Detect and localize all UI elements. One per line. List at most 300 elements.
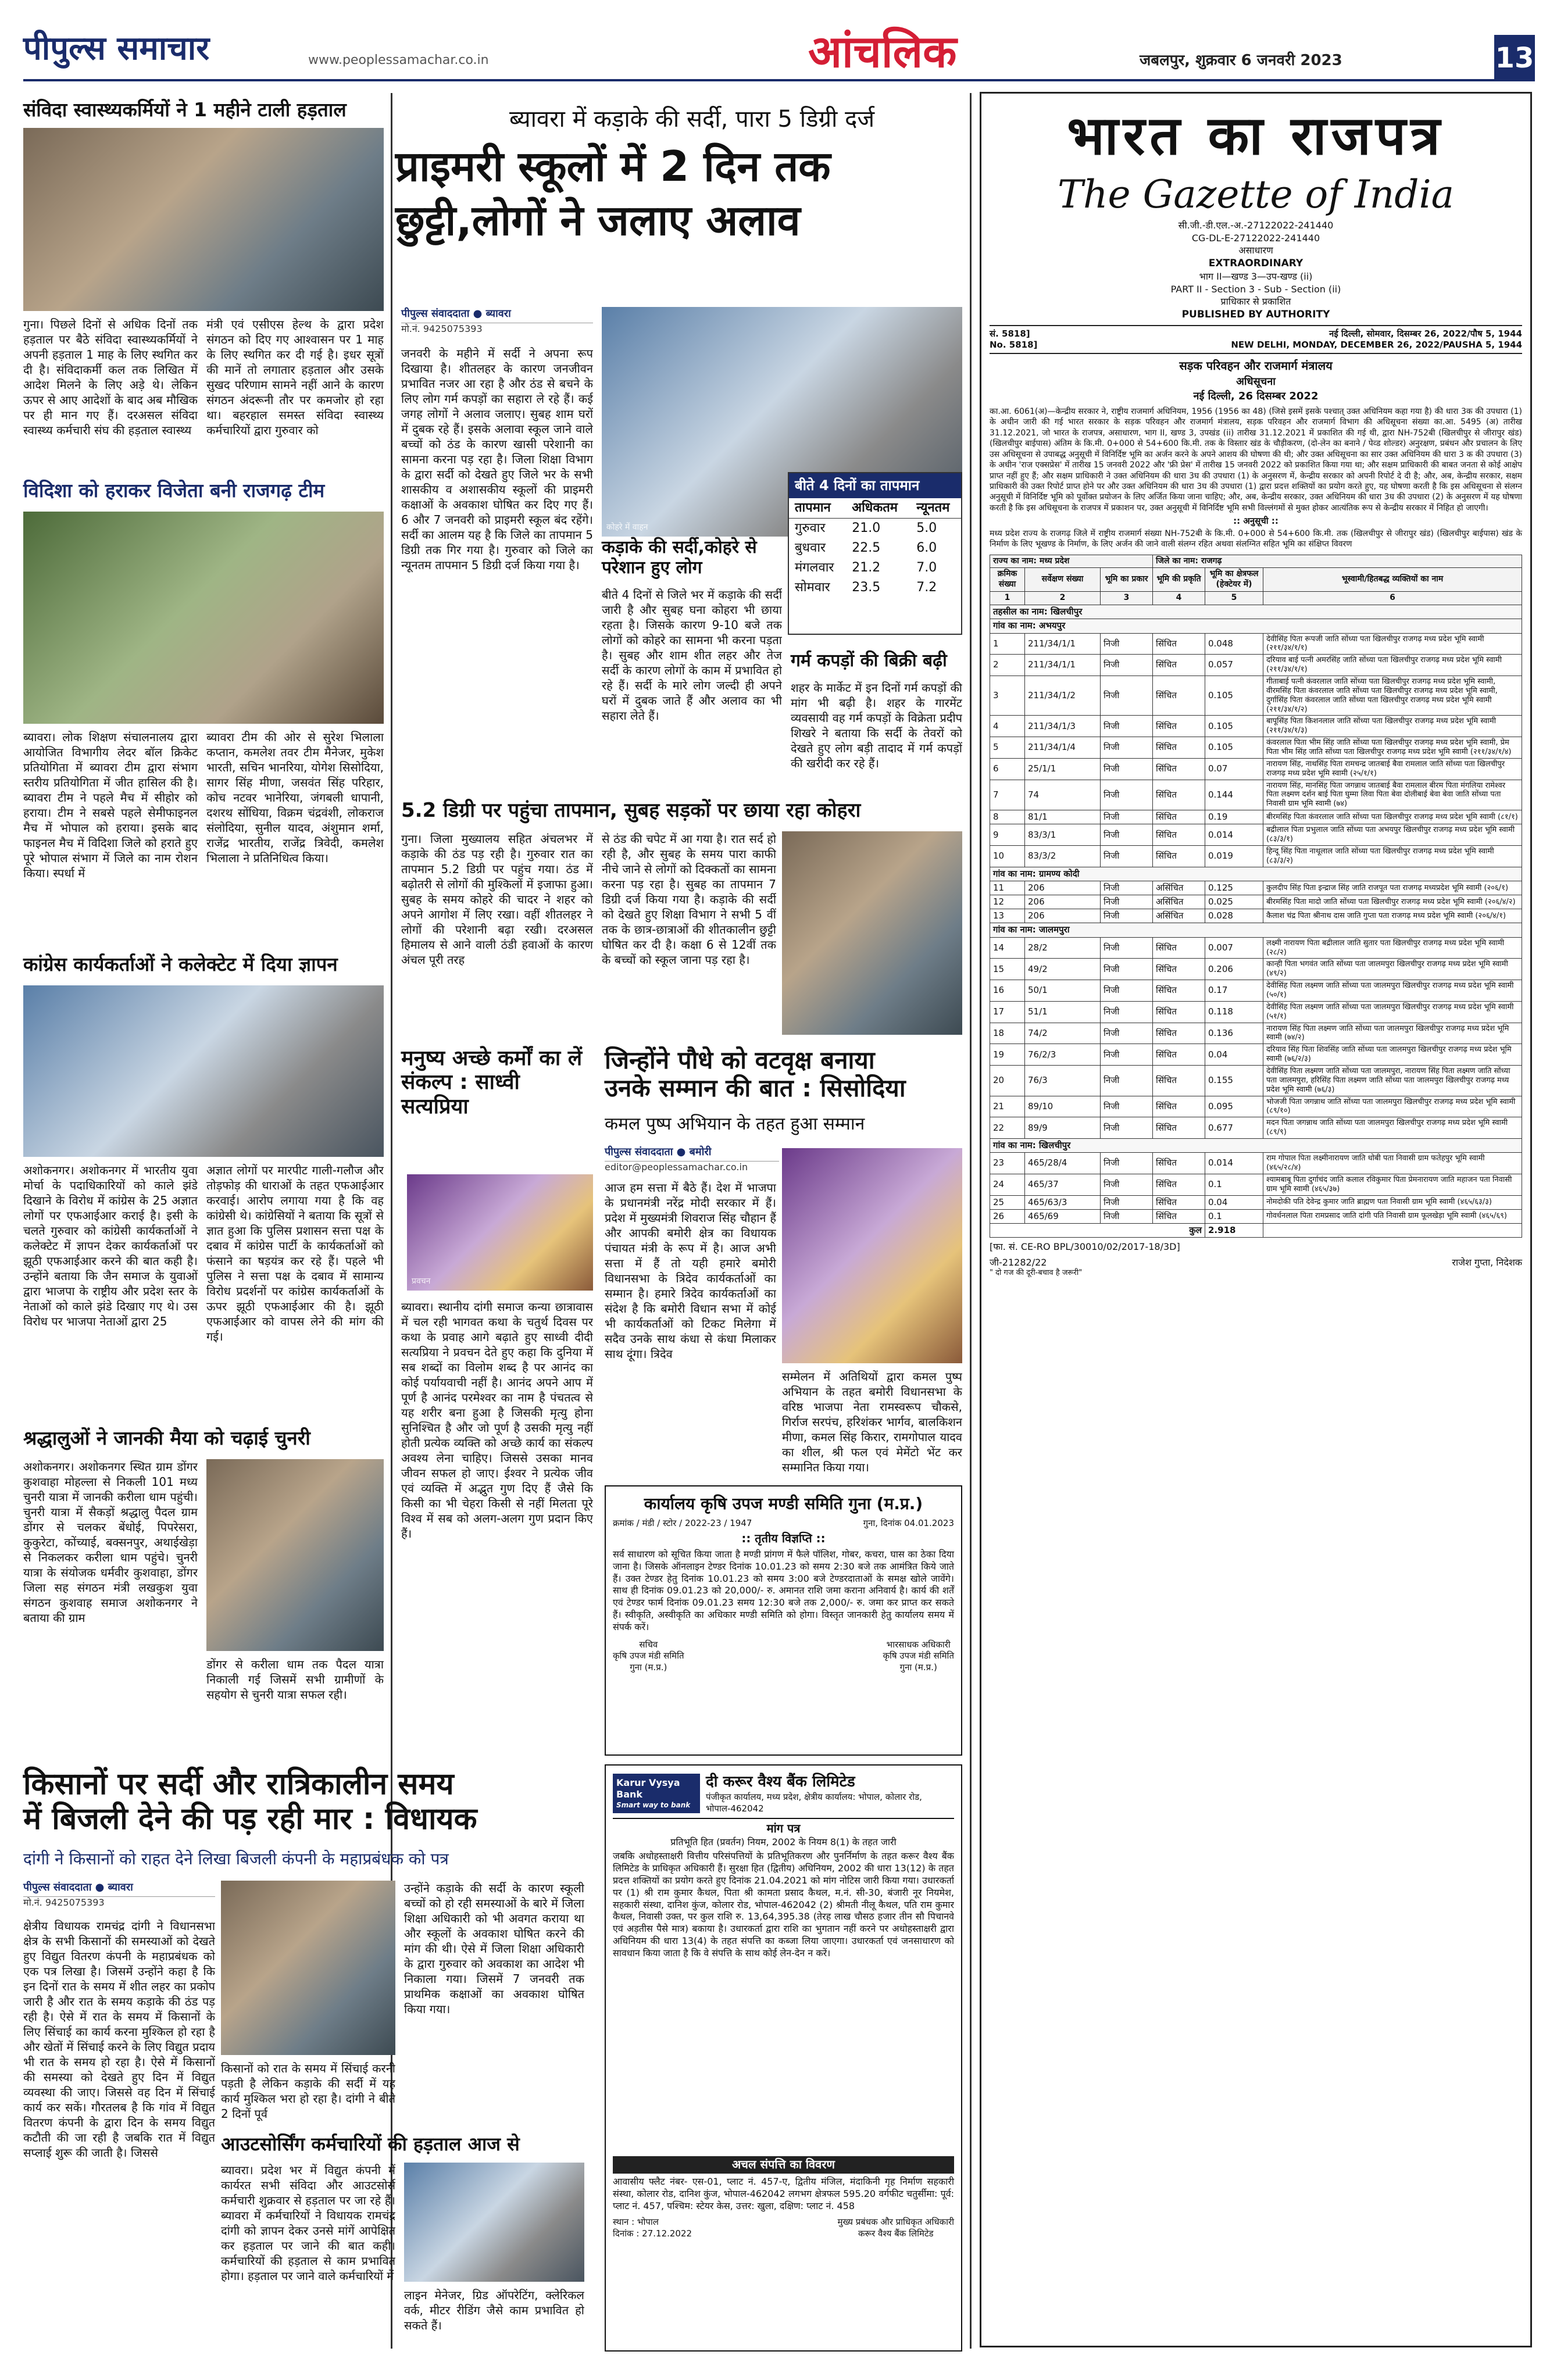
headline: विदिशा को हराकर विजेता बनी राजगढ़ टीम [23,479,325,502]
table-cell: 0.095 [1205,1096,1263,1117]
notification-label: अधिसूचना [1236,375,1276,388]
temperature-cell: 7.2 [916,580,937,595]
headline: मनुष्य अच्छे कर्मों का लें संकल्प : साध्वी सत्यप्रिया [401,1046,583,1118]
lead-headline [395,142,965,245]
table-cell: निजी [1101,824,1153,846]
table-cell: देवीसिंह पिता लक्ष्मण जाति सोंध्या पता जालमपुरा खिलचीपुर राजगढ़ मध्य प्रदेश भूमि स्वामी (५१/१) [1263,1001,1522,1023]
column-divider [970,93,972,2349]
table-cell: मदन पिता जगन्नाथ जाति सोंध्या पता जालमपुरा खिलचीपुर राजगढ़ मध्य प्रदेश भूमि स्वामी (८९/९) [1263,1117,1522,1139]
table-cell: 23 [990,1153,1025,1174]
tehsil-label: तहसील का नाम: खिलचीपुर [990,605,1522,619]
temperature-cell: 23.5 [852,580,881,595]
table-cell: 206 [1025,881,1101,895]
table-cell: 206 [1025,909,1101,923]
photo-bonfire [782,831,962,1035]
temperature-cell: 22.5 [852,541,881,556]
table-cell: 0.014 [1205,1153,1263,1174]
notification-date: नई दिल्ली, 26 दिसम्बर 2022 [1193,389,1319,402]
headline: श्रद्धालुओं ने जानकी मैया को चढ़ाई चुनरी [23,1427,310,1449]
table-cell: 0.125 [1205,881,1263,895]
table-cell: गोवर्धनलाल पिता रामप्रसाद जाति दांगी पति निवासी ग्राम फूलखेड़ा भूमि स्वामी (४६५/६९) [1263,1209,1522,1223]
table-row [990,716,1522,737]
headline-line2: में बिजली देने की पड़ रही मार : विधायक [23,1801,477,1836]
table-row [990,1096,1522,1117]
temperature-cell: गुरुवार [795,520,826,535]
table-row [990,1117,1522,1139]
table-cell: 15 [990,959,1025,980]
temperature-cell: 7.0 [916,560,937,576]
table-cell: 51/1 [1025,1001,1101,1023]
table-cell: कान्ही पिता भगवंत जाति सोंध्या पता जालमपुरा खिलचीपुर राजगढ़ मध्य प्रदेश भूमि स्वामी (४९/२) [1263,959,1522,980]
article-body: बीते 4 दिनों से जिले भर में कड़ाके की सर्दी जारी है और सुबह घना कोहरा भी छाया रहता है। जिसके कारण 9-10 बजे तक लोगों को कोहरे का सामना भी करना पड़ता है। सुबह और शाम शीत लहर और तेज सर्दी के कारण लोगों के काम में प्रभावित हो रहे हैं। सर्दी के मारे लोग जल्दी ही अपने घरों में दुबक जाते हैं और अलाव का भी सहारा लेते हैं। [602,588,782,723]
table-cell: राम गोपाल पिता लक्ष्मीनारायण जाति धोबी पता निवासी ग्राम फतेहपुर भूमि स्वामी (४६५/२८/४) [1263,1153,1522,1174]
table-cell: 17 [990,1001,1025,1023]
table-cell: 83/3/2 [1025,846,1101,867]
property-head: अचल संपत्ति का विवरण [613,2156,954,2174]
temperature-data [789,498,961,598]
sub-headline: दांगी ने किसानों को राहत देने लिखा बिजली कंपनी के महाप्रबंधक को पत्र [23,1849,449,1868]
article-body: लाइन मेनेजर, ग्रिड ऑपरेटिंग, क्लेरिकल वर्क, मीटर रीडिंग जैसे काम प्रभावित हो सकते हैं। [404,2288,584,2332]
temperature-cell: 21.0 [852,520,881,535]
bank-logo [613,1774,700,1813]
photo-chunri-yatra [206,1459,384,1651]
village-label: गांव का नाम: ग्रामण्य कोदी [990,867,1522,881]
article-body: डोंगर से करीला धाम तक पैदल यात्रा निकाली गई जिसमें सभी ग्रामीणों के सहयोग से चुनरी यात्रा सफल रही। [206,1657,384,1702]
table-cell: 211/34/1/1 [1025,633,1101,655]
gazette-notice [980,92,1532,2347]
table-cell: निजी [1101,676,1153,715]
table-cell: 0.105 [1205,737,1263,759]
table-cell: श्यामबाबू पिता दुर्गाचंद जाति कलाल रविकुमार पिता प्रेमनारायण जाति महाजन पता निवासी ग्राम भूमि स्वामी (४६५/३७) [1263,1174,1522,1195]
table-cell: 11 [990,881,1025,895]
table-cell: बद्रीलाल पिता प्रभुलाल जाति सोंध्या पता अभयपुर खिलचीपुर राजगढ़ मध्य प्रदेश भूमि स्वामी (८३/३/१) [1263,824,1522,846]
table-cell: सिंचित [1153,1065,1205,1096]
article-body: शहर के मार्केट में इन दिनों गर्म कपड़ों की मांग भी बढ़ी है। शहर के गारमेंट व्यवसायी वह गर्म कपड़ों के विक्रेता प्रदीप शिखरे ने बताया कि सर्दी के तेवरों को देखते हुए लोग बड़ी तादाद में गर्म कपड़ों की खरीदी कर रहे हैं। [791,681,962,770]
table-cell: 10 [990,846,1025,867]
table-cell: 49/2 [1025,959,1101,980]
headline [23,1767,581,1837]
table-cell: निजी [1101,1209,1153,1223]
gazette-meta [990,219,1522,321]
article-body: अशोकनगर। अशोकनगर स्थित ग्राम डोंगर कुशवाहा मोहल्ला से निकली 101 मध्य चुनरी यात्रा में जानकी करीला धाम पहुंची। चुनरी यात्रा में सैकड़ों श्रद्धालु पैदल ग्राम डोंगर से चलकर बेंधोई, पिपरेसरा, कुकुरेटा, कोंच्याई, बक्सनपुर, अथाईखेड़ा से निकलकर करीला धाम पहुंचे। चुनरी यात्रा के संयोजक धर्मवीर कुशवाहा, डोंगर जिला सह संगठन मंत्री लखकुश युवा संगठन कुशवाह समाज अशोकनगर ने बताया की ग्राम [23,1460,198,1625]
notice-body: जबकि अधोहस्ताक्षरी वित्तीय परिसंपत्तियों के प्रतिभूतिकरण और पुनर्निर्माण के तहत करूर वैश्य बैंक लिमिटेड के प्राधिकृत अधिकारी हैं। सुरक्षा हित (द्वितीय) अधिनियम, 2002 की धारा 13(12) के तहत प्रदत्त शक्तियों का प्रयोग करते हुए दिनांक 21.04.2021 को मांग नोटिस जारी किया गया। उधारकर्ता पर (1) श्री राम कुमार कैथल, पिता श्री कामता प्रसाद कैथल, म.नं. सी-30, बंजारी नूर नियमेश, सहकारी संस्था, दानिश कुंज, कोलार रोड, भोपाल-462042 (2) श्रीमती नीलू कैथल, पति राम कुमार कैथल, निवासी उक्त, पर कुल राशि रु. 13,64,395.38 (तेरह लाख चौसठ हजार तीन सौ पिचानवे एवं अड़तीस पैसे मात्र) बकाया है। उधारकर्ता द्वारा राशि का भुगतान नहीं करने पर अधोहस्ताक्षरी द्वारा अधिनियम की धारा 13(4) के तहत संपत्ति का कब्जा लिया जाएगा। उधारकर्ता एवं जनसाधारण को सावधान किया जाता है कि वे संपत्ति के साथ कोई लेन-देन न करें। [613,1850,954,1959]
table-cell: 0.019 [1205,846,1263,867]
article-body: किसानों को रात के समय में सिंचाई करनी पड़ती है लेकिन कड़ाके की सर्दी में यह कार्य मुश्किल भरा हो रहा है। दांगी ने बीते 2 दिनों पूर्व [221,2061,395,2121]
article-body: ब्यावरा। स्थानीय दांगी समाज कन्या छात्रावास में चल रही भागवत कथा के चतुर्थ दिवस पर कथा के प्रवाह आगे बढ़ाते हुए साध्वी दीदी सत्यप्रिया ने प्रवचन देते हुए कहा कि दुनिया में सब शब्दों का विलोम शब्द है पर आनंद का कोई पर्यायवाची नहीं है। आनंद अपने आप में पूर्ण है आनंद परमेश्वर का नाम है पंचतत्व से यह शरीर बना हुआ है जिसकी मृत्यु होना सुनिश्चित है और जो पूर्ण है उसकी मृत्यु नहीं होती प्रत्येक व्यक्ति को अच्छे कार्य का संकल्प अवश्य लेना चाहिए। जिससे उसका मानव जीवन सफल हो जाए। ईश्वर ने प्रत्येक जीव एवं व्यक्ति में अद्भुत गुण दिए हैं जैसे कि किसी का भी चेहरा किसी से नहीं मिलता पूरे विश्व में सब को अलग-अलग गुण प्रदान किए हैं। [401,1300,593,1541]
table-cell: 50/1 [1025,980,1101,1002]
col-number: 4 [1153,592,1205,605]
story8-byline [23,1881,215,1909]
photo-congress-memo [23,985,384,1157]
gazette-number: सं. 5818] No. 5818] [990,328,1038,350]
table-cell: 0.1 [1205,1209,1263,1223]
table-cell: सिंचित [1153,1044,1205,1066]
table-cell: हिन्दू सिंह पिता नाथूलाल जाति सोंध्या पता खिलचीपुर राजगढ़ मध्य प्रदेश भूमि स्वामी (८३/३/२) [1263,846,1522,867]
bank-name-en: Karur Vysya Bank [616,1777,680,1800]
table-cell: निजी [1101,895,1153,909]
table-cell: 0.136 [1205,1023,1263,1044]
table-cell: बापूसिंह पिता किशनलाल जाति सोंध्या पता खिलचीपुर राजगढ़ मध्य प्रदेश भूमि स्वामी (२११/३४/१/३) [1263,716,1522,737]
table-cell: 2 [990,655,1025,676]
photo-outsourcing [404,2163,584,2282]
notice-sub: प्रतिभूति हित (प्रवर्तन) नियम, 2002 के नियम 8(1) के तहत जारी [670,1836,897,1847]
state-label: राज्य का नाम: मध्य प्रदेश [990,555,1153,568]
table-cell: निजी [1101,1153,1153,1174]
property-desc: आवासीय फ्लैट नंबर- एस-01, प्लाट नं. 457-ए, द्वितीय मंजिल, मंदाकिनी गृह निर्माण सहकारी संस्था, कोलार रोड, दानिश कुंज, भोपाल-462042 लगभग क्षेत्रफल 595.20 वर्गफीट चतुर्सीमा: पूर्व: प्लाट नं. 457, पश्चिम: स्टेयर केस, उत्तर: खुला, दक्षिण: प्लाट नं. 458 [613,2175,954,2211]
table-cell: सिंचित [1153,1209,1205,1223]
table-cell: निजी [1101,1195,1153,1209]
temperature-cell: सोमवार [795,580,830,595]
ministry: सड़क परिवहन और राजमार्ग मंत्रालय [1179,359,1333,373]
table-cell: निजी [1101,737,1153,759]
table-cell: 0.1 [1205,1174,1263,1195]
table-cell: 81/1 [1025,810,1101,824]
village-label: गांव का नाम: जालमपुरा [990,923,1522,937]
col-number: 3 [1101,592,1153,605]
table-cell: 8 [990,810,1025,824]
table-cell: 24 [990,1174,1025,1195]
table-cell: सिंचित [1153,959,1205,980]
table-cell: 0.17 [1205,980,1263,1002]
article-body: क्षेत्रीय विधायक रामचंद्र दांगी ने विधानसभा क्षेत्र के सभी किसानों की समस्याओं को देखते हुए विद्युत वितरण कंपनी के महाप्रबंधक को एक पत्र लिखा है। जिसमें उन्होंने कहा है कि इन दिनों रात के समय में शीत लहर का प्रकोप जारी है और रात के समय कड़ाके की ठंड पड़ रही है। ऐसे में रात के समय में किसानों के लिए सिंचाई का कार्य करना मुश्किल हो रहा है और खेतों में सिंचाई करने के लिए विद्युत प्रदाय भी रात के समय हो रहा है। ऐसे में किसानों की समस्या को देखते हुए दिन में विद्युत व्यवस्था की जाए। जिससे वह दिन में सिंचाई कार्य कर सकें। गौरतलब है कि गांव में विद्युत वितरण कंपनी के द्वारा दिन के समय विद्युत कटौती की जा रही है जबकि रात में विद्युत सप्लाई शुरू की जाती है। जिससे [23,1919,215,2160]
table-cell: निजी [1101,1001,1153,1023]
headline: कांग्रेस कार्यकर्ताओं ने कलेक्टेट में दिया ज्ञापन [23,953,338,975]
table-row [990,676,1522,715]
table-cell: 0.007 [1205,937,1263,959]
table-cell: कैलाश चंद्र पिता श्रीनाथ दास जाति गुप्ता पता राजगढ़ मध्य प्रदेश भूमि स्वामी (२०६/४/१) [1263,909,1522,923]
table-cell: 465/63/3 [1025,1195,1101,1209]
table-row [990,1153,1522,1174]
headline-line1: किसानों पर सर्दी और रात्रिकालीन समय [23,1767,454,1802]
table-cell: देवीसिंह पिता लक्ष्मण जाति सोंध्या पता जालमपुरा, नारायण सिंह पिता लक्ष्मण जाति सोंध्या पता जालमपुरा, हरिसिंह पिता लक्ष्मण जाति सोंध्या पता जालमपुरा खिलचीपुर राजगढ़ मध्य प्रदेश भूमि स्वामी (७६/३) [1263,1065,1522,1096]
district-label: जिले का नाम: राजगढ़ [1153,555,1522,568]
temperature-cell: 21.2 [852,560,881,576]
village-label: गांव का नाम: अभयपुर [990,619,1522,633]
table-cell: 76/2/3 [1025,1044,1101,1066]
place: स्थान : भोपाल [613,2217,659,2228]
bank-footer [613,2217,954,2239]
table-row [990,846,1522,867]
lead-kicker: ब्यावरा में कड़ाके की सर्दी, पारा 5 डिग्री दर्ज [509,106,875,133]
signature-left: सचिव कृषि उपज मंडी समिति गुना (म.प्र.) [613,1639,684,1673]
table-cell: 0.677 [1205,1117,1263,1139]
table-cell: सिंचित [1153,937,1205,959]
sub-headline: कड़ाके की सर्दी,कोहरे से परेशान हुए लोग [602,537,757,578]
table-cell: भोजजी पिता जगन्नाथ जाति सोंध्या पता जालमपुरा खिलचीपुर राजगढ़ मध्य प्रदेश भूमि स्वामी (८९/१०) [1263,1096,1522,1117]
table-cell: सिंचित [1153,1117,1205,1139]
land-schedule-table [990,555,1522,1238]
signature-right: भारसाधक अधिकारी कृषि उपज मंडी समिति गुना (म.प्र.) [883,1639,954,1673]
table-cell: सिंचित [1153,846,1205,867]
table-cell: 6 [990,758,1025,780]
col-header: न्यूनतम [910,498,961,519]
table-cell: सिंचित [1153,758,1205,780]
temperature-cell: मंगलवार [795,560,834,576]
table-cell: 0.025 [1205,895,1263,909]
col-number: 6 [1263,592,1522,605]
newspaper-logo: पीपुल्स समाचार [23,29,210,67]
table-cell: 465/69 [1025,1209,1101,1223]
table-cell: निजी [1101,1065,1153,1096]
table-cell: 14 [990,937,1025,959]
photo-health-workers [23,128,384,311]
headline-line2: उनके सम्मान की बात : सिसोदिया [605,1074,906,1103]
file-reference: [फा. सं. CE-RO BPL/30010/02/2017-18/3D] [990,1241,1180,1253]
table-cell: 20 [990,1065,1025,1096]
article-body: ब्यावरा। लोक शिक्षण संचालनालय द्वारा आयोजित विभागीय लेदर बॉल क्रिकेट प्रतियोगिता में ब्यावरा टीम द्वारा संभाग स्तरीय प्रतियोगिता में जीत हासिल की है। ब्यावरा टीम ने पहले मैच में सीहोर को हराया। टीम ने सबसे पहले सेमीफाइनल मैच में भोपाल को हराया। इसके बाद फाइनल मैच में विदिशा जिले को हराते हुए पूरे भोपाल संभाग में जिले का नाम रोशन किया। स्पर्धा में [23,730,198,880]
table-cell: निजी [1101,1096,1153,1117]
table-cell: 7 [990,780,1025,810]
authority-hi: प्राधिकार से प्रकाशित [1220,296,1291,308]
table-row [990,1209,1522,1223]
notice-title: कार्यालय कृषि उपज मण्डी समिति गुना (म.प्र.) [644,1494,923,1513]
masthead [23,23,1535,81]
table-cell: निजी [1101,1117,1153,1139]
schedule-head: :: अनुसूची :: [1233,516,1279,527]
temperature-row [789,578,961,598]
photo-caption: कोहरे में वाहन [606,523,648,533]
table-cell: 89/9 [1025,1117,1101,1139]
gazette-date: नई दिल्ली, सोमवार, दिसम्बर 26, 2022/पौष 5, 1944 NEW DELHI, MONDAY, DECEMBER 26, 2022/PAUSHA 5, 1944 [1231,328,1522,350]
photo-mla [221,1881,395,2055]
phone: मो.नं. 9425075393 [23,1897,105,1909]
table-cell: 9 [990,824,1025,846]
table-cell: 0.144 [1205,780,1263,810]
table-cell: दरियाव सिंह पिता शिवसिंह जाति सोंध्या पता जालमपुरा खिलचीपुर राजगढ़ मध्य प्रदेश भूमि स्वामी (७६/२/३) [1263,1044,1522,1066]
signatory: मुख्य प्रबंधक और प्राधिकृत अधिकारी करूर वैश्य बैंक लिमिटेड [837,2217,954,2239]
table-row [990,1195,1522,1209]
table-cell: 0.105 [1205,716,1263,737]
notice-subtitle: :: तृतीय विज्ञप्ति :: [741,1531,826,1546]
table-row [990,1174,1522,1195]
table-cell: 4 [990,716,1025,737]
table-cell: सिंचित [1153,1001,1205,1023]
table-cell: निजी [1101,655,1153,676]
date: दिनांक : 27.12.2022 [613,2228,692,2239]
table-cell: नारायण सिंह, नाथसिंह पिता रामचन्द्र जातबाई बैवा रामलाल जाति सोंध्या पता खिलचीपुर राजगढ़ मध्य प्रदेश भूमि स्वामी (२५/१/१) [1263,758,1522,780]
website-url[interactable]: www.peoplessamachar.co.in [308,53,489,67]
table-cell: 211/34/1/2 [1025,676,1101,715]
bank-notice [605,1764,962,2352]
table-cell: सिंचित [1153,1195,1205,1209]
table-cell: असिंचित [1153,881,1205,895]
headline: संविदा स्वास्थ्यकर्मियों ने 1 महीने टाली हड़ताल [23,98,347,121]
temperature-title: बीते 4 दिनों का तापमान [789,473,961,498]
table-cell: सिंचित [1153,655,1205,676]
table-cell: 76/3 [1025,1065,1101,1096]
headline: 5.2 डिग्री पर पहुंचा तापमान, सुबह सड़कों पर छाया रहा कोहरा [401,799,861,822]
temperature-cell: 6.0 [916,541,937,556]
table-cell: निजी [1101,716,1153,737]
table-cell: 0.028 [1205,909,1263,923]
extraordinary-hi: असाधारण [1238,245,1273,256]
headline: आउटसोर्सिंग कर्मचारियों की हड़ताल आज से [221,2133,520,2155]
table-cell: सिंचित [1153,1153,1205,1174]
table-cell: सिंचित [1153,810,1205,824]
table-cell: 0.014 [1205,824,1263,846]
table-cell: 0.048 [1205,633,1263,655]
village-label: गांव का नाम: खिलचीपुर [990,1139,1522,1153]
gazette-footer-2 [990,1257,1522,1268]
table-cell: सिंचित [1153,633,1205,655]
total-label: कुल [990,1224,1205,1238]
table-cell: 22 [990,1117,1025,1139]
table-row [990,758,1522,780]
table-cell: 5 [990,737,1025,759]
footer-note: " दो गज की दूरी-बचाव है जरूरी" [990,1268,1083,1278]
table-cell: 25/1/1 [1025,758,1101,780]
table-cell: 25 [990,1195,1025,1209]
table-cell: 1 [990,633,1025,655]
article-body: गुना। जिला मुख्यालय सहित अंचलभर में कड़ाके की ठंड पड़ रही है। गुरुवार रात का तापमान 5.2 डिग्री पर पहुंच गया। ठंड में बढ़ोतरी से लोगों की मुश्किलों में इजाफा हुआ। सुबह के समय कोहरे की चादर ने शहर को अपने आगोश में लिए रखा। वहीं शीतलहर ने लोगों की परेशानी बढ़ा रखी। दरअसल हिमालय से आने वाली ठंडी हवाओं के कारण अंचल पूरी तरह [401,832,593,967]
col-header: भूमि का प्रकार [1101,568,1153,592]
table-row [990,881,1522,895]
col-header: क्रमिक संख्या [990,568,1025,592]
notice-date: गुना, दिनांक 04.01.2023 [863,1517,954,1528]
table-row [990,810,1522,824]
table-cell: 74 [1025,780,1101,810]
edition-date: जबलपुर, शुक्रवार 6 जनवरी 2023 [1140,52,1342,69]
byline: पीपुल्स संवाददाता ● ब्यावरा [23,1881,215,1897]
col-header: भूमि की प्रकृति [1153,568,1205,592]
sub-headline: गर्म कपड़ों की बिक्री बढ़ी [791,651,947,671]
table-cell: नारायण सिंह, मानसिंह पिता जगन्नाथ जातबाई बैवा रामलाल बीरम पिता मंगलिया रामेश्वर पिता लक्ष्मण दर्शन बाई पिता घुम्मा लिवा पिता बेवा दोलीबाई बेवा बेवा जाति सोंध्या पता निवासी ग्राम भूमि स्वामी (७४) [1263,780,1522,810]
table-cell: 21 [990,1096,1025,1117]
table-cell: सिंचित [1153,980,1205,1002]
table-row [990,1001,1522,1023]
village-row [990,867,1522,881]
footer-signatory: राजेश गुप्ता, निदेशक [1452,1256,1522,1268]
photo-cricket-team [23,512,384,724]
article-body: से ठंड की चपेट में आ गया है। रात सर्द हो रही है, और सुबह के समय पारा काफी नीचे जाने से लोगों को दिक्कतों का सामना करना पड़ रहा है। सुबह का तापमान 7 डिग्री दर्ज किया गया है। कड़ाके की सर्दी को देखते हुए शिक्षा विभाग ने सभी 5 वीं तक के छात्र-छात्राओं की शीतकालीन छुट्टी घोषित कर दी है। कक्षा 6 से 12वीं तक के बच्चों को स्कूल जाना पड़ रहा है। [602,832,776,967]
table-cell: 0.057 [1205,655,1263,676]
table-row [990,824,1522,846]
col-header: भूमि का क्षेत्रफल (हेक्टेयर में) [1205,568,1263,592]
temperature-row [789,538,961,558]
temperature-row [789,558,961,578]
table-row [990,909,1522,923]
bank-header [613,1773,954,1819]
table-cell: 3 [990,676,1025,715]
table-cell: 211/34/1/4 [1025,737,1101,759]
part-en: PART II - Section 3 - Sub - Section (ii) [1170,283,1341,295]
table-cell: नोमदोकी पति देवेन्द्र कुमार जाति ब्राह्मण पता निवासी ग्राम भूमि स्वामी (४६५/६३/३) [1263,1195,1522,1209]
table-cell: निजी [1101,758,1153,780]
table-cell: 0.07 [1205,758,1263,780]
table-cell: 206 [1025,895,1101,909]
table-cell: सिंचित [1153,1096,1205,1117]
table-cell: सिंचित [1153,676,1205,715]
schedule-desc: मध्य प्रदेश राज्य के राजगढ़ जिले में राष्ट्रीय राजमार्ग संख्या NH-752बी के कि.मी. 0+000 से 54+600 कि.मी. तक (खिलचीपुर से जीरापुर खंड) (खिलचीपुर बाईपास) खंड के निर्माण के लिए भूखण्ड के निर्माण, के लिए अर्जन की जाने वाली संलग्न रहित अथवा संलग्नित सहित भूमि का संक्षिप्त विवरण [990,528,1522,549]
article-body: जनवरी के महीने में सर्दी ने अपना रूप दिखाया है। शीतलहर के कारण जनजीवन प्रभावित नजर आ रहा है और ठंड से बचने के लिए लोग गर्म कपड़ों का सहारा ले रहे हैं। कई जगह लोगों ने अलाव जलाए। सुबह शाम घरों में दुबक रहे हैं। इसके अलावा स्कूल जाने वाले बच्चों को ठंड के कारण खासी परेशानी का सामना करना पड़ रहा है। जिला शिक्षा विभाग के द्वारा सर्दी को देखते हुए जिले भर के सभी शासकीय व अशासकीय स्कूलों की प्राइमरी कक्षाओं के अवकाश घोषित कर दिए गए हैं। 6 और 7 जनवरी को प्राइमरी स्कूल बंद रहेंगे। सर्दी का आलम यह है कि जिले का तापमान 5 डिग्री तक गिर गया है। गुरुवार को जिले का न्यूनतम तापमान 5 डिग्री दर्ज किया गया है। [401,346,593,572]
headline-line1: जिन्होंने पौधे को वटवृक्ष बनाया [605,1046,875,1074]
table-cell: 28/2 [1025,937,1101,959]
temperature-cell: बुधवार [795,541,826,556]
table-cell: 0.04 [1205,1044,1263,1066]
table-row [990,737,1522,759]
extraordinary-en: EXTRAORDINARY [1208,258,1304,269]
table-cell: निजी [1101,881,1153,895]
col-header: तापमान [789,498,846,519]
temperature-row [789,518,961,538]
lead-byline [401,307,593,335]
article-body: ब्यावरा। प्रदेश भर में विद्युत कंपनी में कार्यरत सभी संविदा और आउटसोर्स कर्मचारी शुक्रवार से हड़ताल पर जा रहे हैं। ब्यावरा में कर्मचारियों ने विधायक रामचंद्र दांगी को ज्ञापन देकर उनसे मांगें आपेक्षित कर हड़ताल पर जाने की बात कही। कर्मचारियों की हड़ताल से काम प्रभावित होगा। हड़ताल पर जाने वाले कर्मचारियों में [221,2163,395,2283]
table-cell: 0.155 [1205,1065,1263,1096]
total-value: 2.918 [1205,1224,1263,1238]
table-cell: असिंचित [1153,895,1205,909]
table-cell: 16 [990,980,1025,1002]
col-header: भूस्वामी/हितबद्ध व्यक्तियों का नाम [1263,568,1522,592]
place-date [613,2217,692,2239]
article-body: आज हम सत्ता में बैठे हैं। देश में भाजपा के प्रधानमंत्री नरेंद्र मोदी सरकार में हैं। प्रदेश में मुख्यमंत्री शिवराज सिंह चौहान हैं और आपकी बमोरी क्षेत्र का विधायक पंचायत मंत्री के रूप में है। आज अभी सत्ता में हैं तो यही हमारे बमोरी विधानसभा के त्रिदेव कार्यकर्ताओं का सम्मान है। हमारे त्रिदेव कार्यकर्ताओं का संदेश है कि बमोरी विधान सभा में कोई भी कार्यकर्ताओं को टिकट मिलेगा में सदैव उनके साथ कंधा से कंधा मिलाकर साथ दूंगा। त्रिदेव [605,1181,776,1361]
table-cell: 74/2 [1025,1023,1101,1044]
article-body: अज्ञात लोगों पर मारपीट गाली-गलौज और तोड़फोड़ की धाराओं के तहत एफआईआर करवाई। आरोप लगाया गया है कि वह कांग्रेसी थे। कांग्रेसियों ने बताया कि सूत्रों से ज्ञात हुआ कि पुलिस प्रशासन सत्ता पक्ष के दबाव में कांग्रेस पार्टी के कार्यकर्ताओं को फंसाने का षड़यंत्र कर रहे हैं। पहले भी पुलिस ने सत्ता पक्ष के दबाव में सामान्य विरोध प्रदर्शनों पर कांग्रेस कार्यकर्ताओं के ऊपर झूठी एफआईआर की है। झूठी एफआईआर को वापस लेने की मांग की गई। [206,1163,384,1343]
page-number: 13 [1494,35,1535,81]
village-row [990,1139,1522,1153]
phone: मो.नं. 9425075393 [401,323,483,335]
notice-ref: क्रमांक / मंडी / स्टोर / 2022-23 / 1947 [613,1517,752,1528]
temperature-cell: 5.0 [916,520,937,535]
table-cell: 83/3/1 [1025,824,1101,846]
gazette-title-english: The Gazette of India [1058,171,1454,217]
bank-tagline: Smart way to bank [616,1800,691,1809]
photo-caption: प्रवचन [412,1277,431,1287]
table-cell: 0.19 [1205,810,1263,824]
table-cell: लक्ष्मी नारायण पिता बद्रीलाल जाति सुतार पता खिलचीपुर राजगढ़ मध्य प्रदेश भूमि स्वामी (२८/२) [1263,937,1522,959]
article-body: अशोकनगर। अशोकनगर में भारतीय युवा मोर्चा के पदाधिकारियों को काले झंडे दिखाने के विरोध में कांग्रेस के 25 अज्ञात लोगों पर एफआईआर कराई है। इसी के चलते गुरुवार को कांग्रेसी कार्यकर्ताओं ने कलेक्टेट में ज्ञापन देकर कार्यकर्ताओं पर झूठी एफआईआर करने की बात कही है। उन्होंने बताया कि जैन समाज के युवाओं द्वारा भाजपा के राष्ट्रीय और प्रदेश स्तर के नेताओं को काले झंडे दिखाए गए थे। उस विरोध पर भाजपा नेताओं द्वारा 25 [23,1163,198,1328]
table-cell: 18 [990,1023,1025,1044]
table-cell: निजी [1101,1174,1153,1195]
article-body: गुना। पिछले दिनों से अधिक दिनों तक हड़ताल पर बैठे संविदा स्वास्थ्यकर्मियों ने अपनी हड़ताल 1 माह के लिए स्थगित कर दी है। संविदाकर्मी कल तक लिखित में आदेश मिलने के लिए अड़े थे। लेकिन ऊपर से आए आदेशों के बाद अब मौखिक पर ही मान गए हैं। दरअसल संविदा स्वास्थ्य कर्मचारी संघ की हड़ताल स्वास्थ्य [23,317,198,437]
table-cell: निजी [1101,959,1153,980]
table-cell: 13 [990,909,1025,923]
table-row [990,655,1522,676]
notice-ref-row [613,1518,954,1530]
village-row [990,923,1522,937]
table-row [990,780,1522,810]
table-row [990,895,1522,909]
table-cell: गीताबाई पत्नी कंवरलाल जाति सोंध्या पता खिलचीपुर राजगढ़ मध्य प्रदेश भूमि स्वामी, वीरमसिंह पिता कंवरलाल जाति सोंध्या पता खिलचीपुर राजगढ़ मध्य प्रदेश भूमि स्वामी, दुर्गासिंह पिता कंवरलाल जाति सोंध्या पता खिलचीपुर राजगढ़ मध्य प्रदेश भूमि स्वामी (२११/३४/१/२) [1263,676,1522,715]
table-cell: सिंचित [1153,780,1205,810]
article-body: ब्यावरा टीम की ओर से सुरेश भिलाला कप्तान, कमलेश तवर टीम मैनेजर, मुकेश भारती, सचिन भानरिया, योगेश सिसोदिया, सागर सिंह मीणा, जसवंत सिंह परिहार, कोच नटवर भानेरिया, जंगबली धापानी, दशरथ सोंधिया, विक्रम चंद्रवंशी, लोकराज संलोदिया, सुनील यादव, अंशुमान शर्मा, राजेंद्र भारतीय, राजेंद्र त्रिवेदी, कमलेश भिलाला ने प्रतिनिधित्व किया। [206,730,384,865]
table-cell: 465/37 [1025,1174,1101,1195]
table-cell: नारायण सिंह पिता लक्ष्मण जाति सोंध्या पता जालमपुरा खिलचीपुर राजगढ़ मध्य प्रदेश भूमि स्वामी (७४/२) [1263,1023,1522,1044]
table-cell: निजी [1101,1023,1153,1044]
table-cell: दरियाव बाई पत्नी अमरसिंह जाति सोंध्या पता खिलचीपुर राजगढ़ मध्य प्रदेश भूमि स्वामी (२११/३४/१/१) [1263,655,1522,676]
gazette-title-hindi: भारत का राजपत्र [1067,104,1445,167]
table-cell: निजी [1101,780,1153,810]
table-cell: सिंचित [1153,824,1205,846]
photo-sadhvi [407,1174,593,1291]
email[interactable]: editor@peoplessamachar.co.in [605,1162,748,1173]
table-cell: कुलदीप सिंह पिता इन्द्राज सिंह जाति राजपूत पता राजगढ़ मध्यप्रदेश भूमि स्वामी (२०६/१) [1263,881,1522,895]
col-number: 2 [1025,592,1101,605]
table-cell: 211/34/1/1 [1025,655,1101,676]
land-rows [990,619,1522,1224]
table-cell: देवीसिंह पिता रूपजी जाति सोंध्या पता खिलचीपुर राजगढ़ मध्य प्रदेश भूमि स्वामी (२११/३४/१/१) [1263,633,1522,655]
table-row [990,937,1522,959]
part-hi: भाग II—खण्ड 3—उप-खण्ड (ii) [1199,270,1313,282]
table-cell: 0.206 [1205,959,1263,980]
table-cell: 89/10 [1025,1096,1101,1117]
table-cell: बीरमसिंह पिता मादो जाति सोंध्या पता खिलचीपुर राजगढ़ मध्य प्रदेश भूमि स्वामी (२०६/४/२) [1263,895,1522,909]
byline: पीपुल्स संवाददाता ● बमोरी [605,1145,779,1162]
table-cell: सिंचित [1153,737,1205,759]
sub-headline: कमल पुष्प अभियान के तहत हुआ सम्मान [605,1114,865,1134]
notice-body: सर्व साधारण को सूचित किया जाता है मण्डी प्रांगण में फैले पॉलिश, गोबर, कचरा, घास का ठेका दिया जाना है। जिसके ऑनलाइन टेण्डर दिनांक 10.01.23 को समय 2:30 बजे तक आमंत्रित किये जाते हैं। उक्त टेण्डर हेतु दिनांक 10.01.23 को समय 3:00 बजे टेण्डरदाताओं के समक्ष खोले जावेंगे। साथ ही दिनांक 09.01.23 को 20,000/- रु. अमानत राशि जमा कराना अनिवार्य है। कार्य की शर्तें एवं टेण्डर फार्म दिनांक 09.01.23 समय 12:30 बजे तक 2,000/- रु. जमा कर प्राप्त कर सकते हैं। स्वीकृति, अस्वीकृति का अधिकार मण्डी समिति को होगा। विस्तृत जानकारी हेतु कार्यालय समय में संपर्क करें। [613,1548,954,1632]
table-cell: सिंचित [1153,716,1205,737]
table-cell: निजी [1101,633,1153,655]
